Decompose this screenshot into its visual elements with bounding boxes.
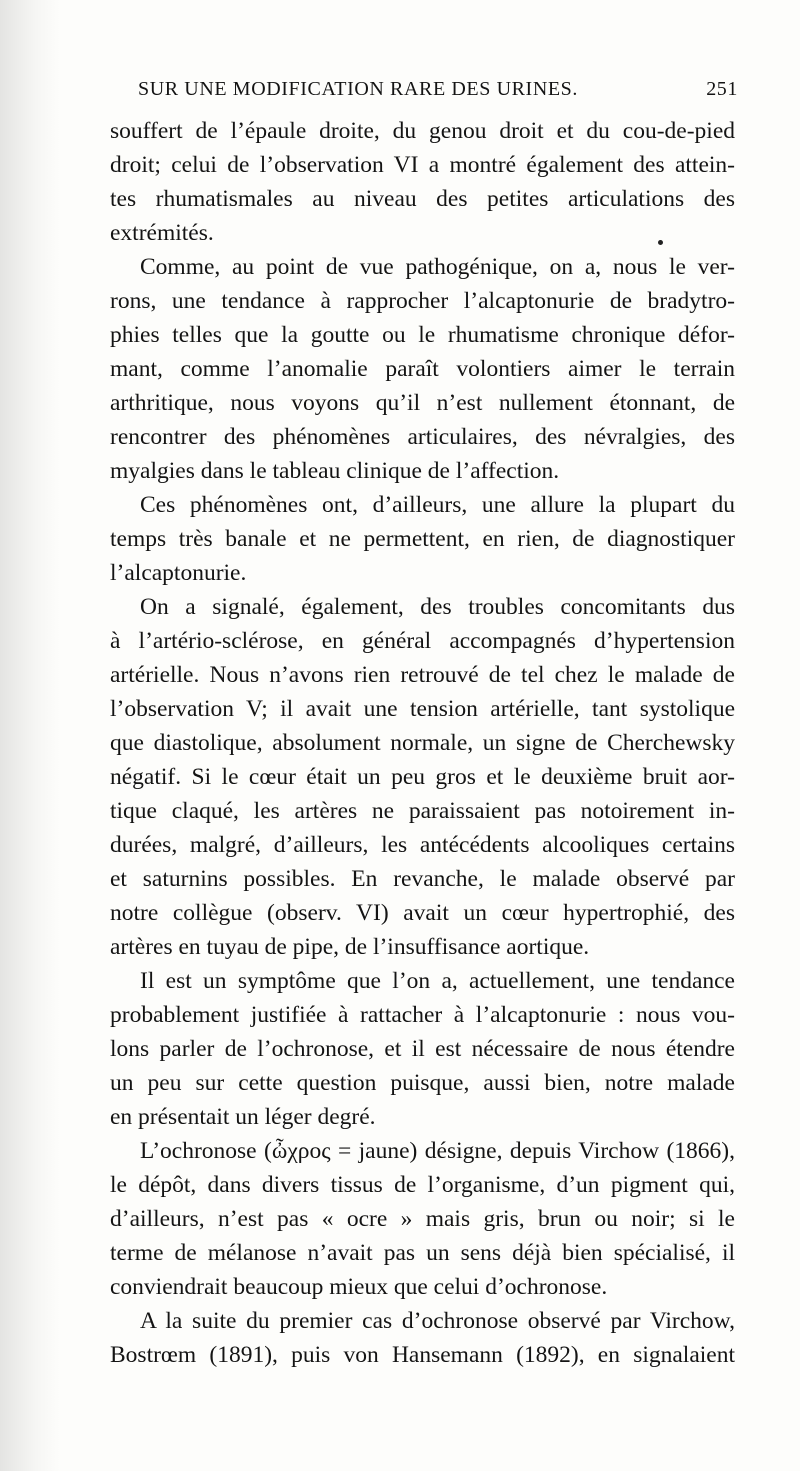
- page-gutter-shadow: [0, 0, 60, 1471]
- text-line: arthritique, nous voyons qu’il n’est nullement étonnant, de: [110, 390, 735, 416]
- text-line: en présentait un léger degré.: [110, 1104, 376, 1130]
- text-line: lons parler de l’ochronose, et il est nécessaire de nous étendre: [110, 1036, 735, 1062]
- text-line: mant, comme l’anomalie paraît volontiers aimer le terrain: [110, 356, 735, 382]
- page-header: [108, 78, 738, 108]
- text-line: rons, une tendance à rapprocher l’alcaptonurie de bradytro-: [110, 288, 735, 314]
- running-title: SUR UNE MODIFICATION RARE DES URINES.: [138, 78, 579, 100]
- text-line: notre collègue (observ. VI) avait un cœur hypertrophié, des: [110, 900, 735, 926]
- text-line: terme de mélanose n’avait pas un sens déjà bien spécialisé, il: [110, 1240, 735, 1266]
- text-line: probablement justifiée à rattacher à l’alcaptonurie : nous vou-: [110, 1002, 735, 1028]
- text-line: l’observation V; il avait une tension artérielle, tant systolique: [110, 696, 735, 722]
- text-line: un peu sur cette question puisque, aussi bien, notre malade: [110, 1070, 735, 1096]
- text-line: On a signalé, également, des troubles concomitants dus: [140, 594, 735, 620]
- text-line: tique claqué, les artères ne paraissaient pas notoirement in-: [110, 798, 735, 824]
- text-line: à l’artério-sclérose, en général accompagnés d’hypertension: [110, 628, 735, 654]
- text-line: Il est un symptôme que l’on a, actuellement, une tendance: [140, 968, 735, 994]
- text-line: artérielle. Nous n’avons rien retrouvé de tel chez le malade de: [110, 662, 735, 688]
- text-line: durées, malgré, d’ailleurs, les antécédents alcooliques certains: [110, 832, 735, 858]
- text-line: que diastolique, absolument normale, un signe de Cherchewsky: [110, 730, 735, 756]
- text-line: souffert de l’épaule droite, du genou droit et du cou-de-pied: [110, 118, 735, 144]
- text-line: le dépôt, dans divers tissus de l’organisme, d’un pigment qui,: [110, 1172, 735, 1198]
- text-line: l’alcaptonurie.: [110, 560, 247, 586]
- text-line: Ces phénomènes ont, d’ailleurs, une allure la plupart du: [140, 492, 735, 518]
- text-line: phies telles que la goutte ou le rhumatisme chronique défor-: [110, 322, 735, 348]
- text-line: droit; celui de l’observation VI a montré également des attein-: [110, 152, 735, 178]
- text-line: temps très banale et ne permettent, en rien, de diagnostiquer: [110, 526, 735, 552]
- text-line: rencontrer des phénomènes articulaires, des névralgies, des: [110, 424, 735, 450]
- text-line: A la suite du premier cas d’ochronose observé par Virchow,: [140, 1308, 735, 1334]
- text-line: Bostrœm (1891), puis von Hansemann (1892), en signalaient: [110, 1342, 735, 1368]
- text-line: L’ochronose (ὦχρος = jaune) désigne, depuis Virchow (1866),: [140, 1138, 735, 1164]
- text-line: artères en tuyau de pipe, de l’insuffisance aortique.: [110, 934, 590, 960]
- print-speck: [658, 240, 663, 245]
- text-line: tes rhumatismales au niveau des petites articulations des: [110, 186, 735, 212]
- page-number: 251: [706, 78, 738, 100]
- text-line: conviendrait beaucoup mieux que celui d’ochronose.: [110, 1274, 608, 1300]
- text-line: Comme, au point de vue pathogénique, on a, nous le ver-: [140, 254, 735, 280]
- text-line: myalgies dans le tableau clinique de l’affection.: [110, 458, 560, 484]
- text-line: d’ailleurs, n’est pas « ocre » mais gris, brun ou noir; si le: [110, 1206, 735, 1232]
- text-line: négatif. Si le cœur était un peu gros et le deuxième bruit aor-: [110, 764, 735, 790]
- text-line: et saturnins possibles. En revanche, le malade observé par: [110, 866, 735, 892]
- text-line: extrémités.: [110, 220, 214, 246]
